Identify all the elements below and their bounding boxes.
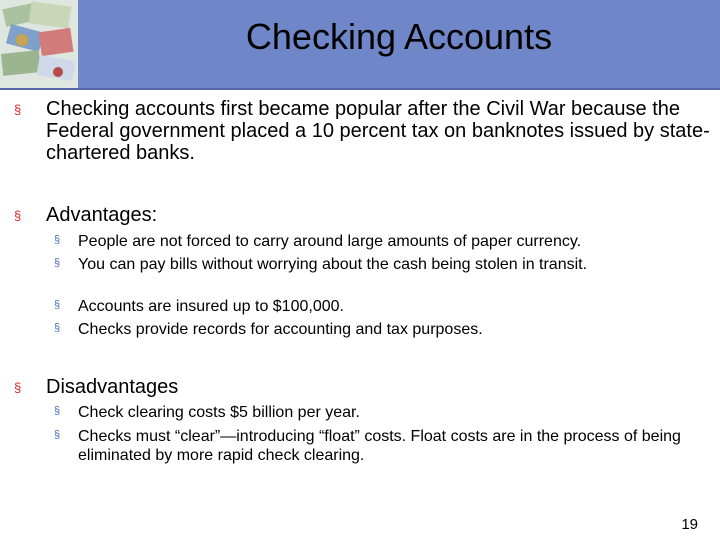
sub-bullet-text: Checks provide records for accounting and tax purposes. xyxy=(78,321,483,338)
bullet-text: Checking accounts first became popular after the Civil War because the Federal government placed a 10 percent tax on banknotes issued by state-chartered banks. xyxy=(46,98,710,164)
square-bullet-icon: § xyxy=(54,257,61,269)
slide-title: Checking Accounts xyxy=(245,16,553,57)
title-bar xyxy=(0,0,720,90)
square-bullet-icon: § xyxy=(54,405,61,417)
square-bullet-icon: § xyxy=(54,429,61,441)
page-number: 19 xyxy=(681,516,698,533)
sub-bullet-text: Accounts are insured up to $100,000. xyxy=(78,298,344,315)
square-bullet-icon: § xyxy=(54,322,61,334)
sub-bullet-text: People are not forced to carry around large amounts of paper currency. xyxy=(78,233,582,250)
square-bullet-icon: § xyxy=(14,380,22,395)
square-bullet-icon: § xyxy=(14,102,22,117)
square-bullet-icon: § xyxy=(14,208,22,223)
square-bullet-icon: § xyxy=(54,234,61,246)
sub-bullet-text: Check clearing costs $5 billion per year. xyxy=(78,404,360,421)
sub-bullet-text: Checks must “clear”—introducing “float” costs. Float costs are in the process of being eliminated by more rapid check clearing. xyxy=(78,428,681,464)
bullet-text: Advantages: xyxy=(46,204,158,226)
square-bullet-icon: § xyxy=(54,299,61,311)
bullet-text: Disadvantages xyxy=(46,376,179,398)
sub-bullet-text: You can pay bills without worrying about the cash being stolen in transit. xyxy=(78,256,588,273)
currency-collage-image xyxy=(0,0,78,88)
